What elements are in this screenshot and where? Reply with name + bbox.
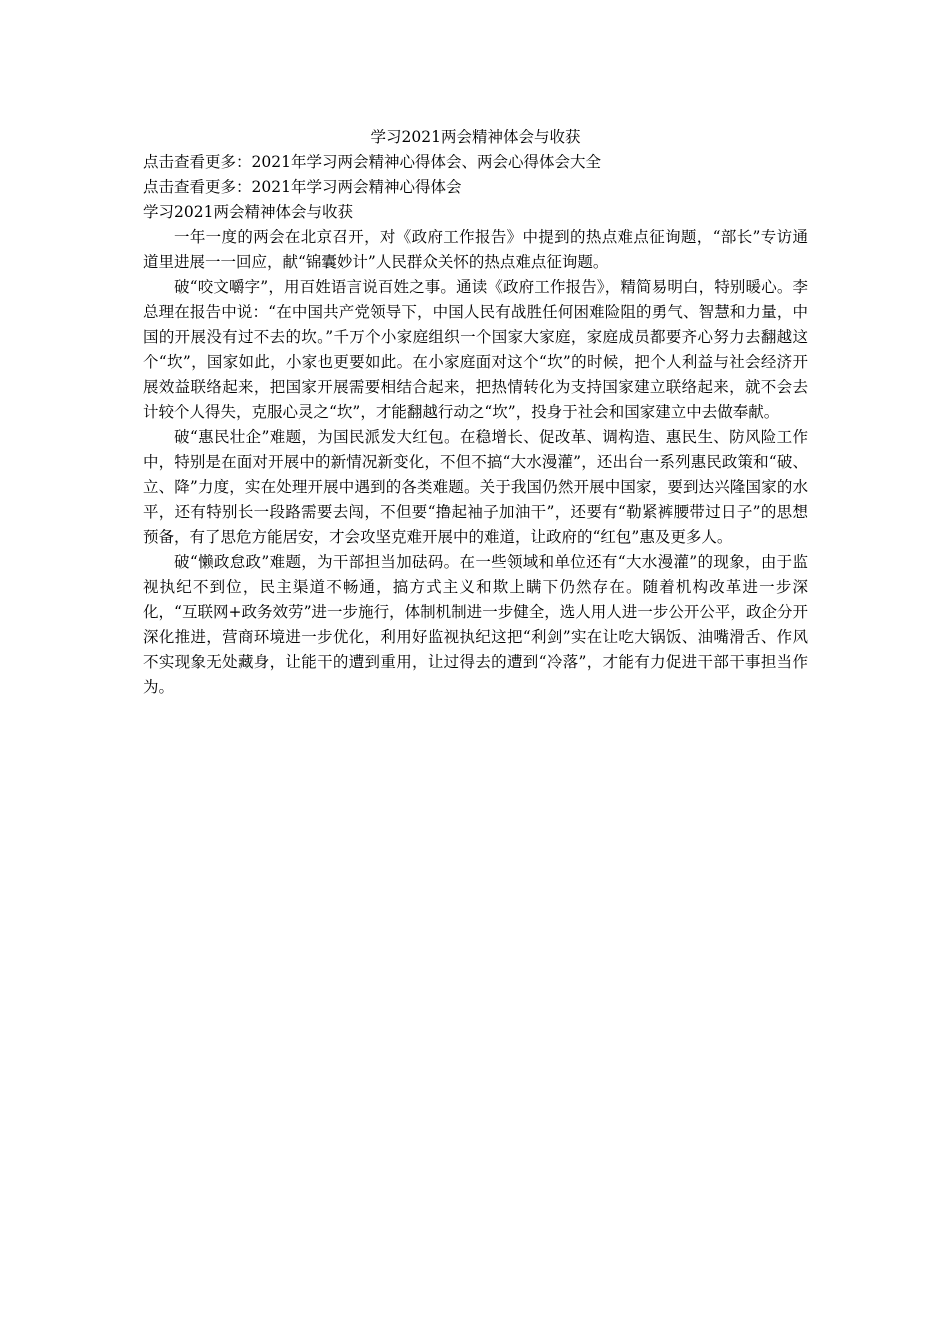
paragraph-1: 一年一度的两会在北京召开，对《政府工作报告》中提到的热点难点征询题，“部长”专访通道里进展一一回应，献“锦囊妙计”人民群众关怀的热点难点征询题。 [143,228,808,271]
paragraph-3: 破“惠民壮企”难题，为国民派发大红包。在稳增长、促改革、调构造、惠民生、防风险工作中，特别是在面对开展中的新情况新变化，不但不搞“大水漫灌”，还出台一系列惠民政策和“破、立、降”力度，实在处理开展中遇到的各类难题。关于我国仍然开展中国家，要到达兴隆国家的水平，还有特别长一段路需要去闯，不但要“撸起袖子加油干”，还要有“勒紧裤腰带过日子”的思想预备，有了思危方能居安，才会攻坚克难开展中的难道，让政府的“红包”惠及更多人。 [143,428,808,546]
paragraph-4: 破“懒政怠政”难题，为干部担当加砝码。在一些领域和单位还有“大水漫灌”的现象，由于监视执纪不到位，民主渠道不畅通，搞方式主义和欺上瞒下仍然存在。随着机构改革进一步深化，“互联网+政务效劳”进一步施行，体制机制进一步健全，选人用人进一步公开公平，政企分开深化推进，营商环境进一步优化，利用好监视执纪这把“利剑”实在让吃大锅饭、油嘴滑舌、作风不实现象无处藏身，让能干的遭到重用，让过得去的遭到“冷落”，才能有力促进干部干事担当作为。 [143,553,808,696]
more-link-2-text[interactable]: 点击查看更多：2021年学习两会精神心得体会 [143,178,462,196]
document-subtitle: 学习2021两会精神体会与收获 [143,203,353,221]
more-link-2[interactable] [143,175,808,200]
paragraph-2: 破“咬文嚼字”，用百姓语言说百姓之事。通读《政府工作报告》，精简易明白，特别暖心。李总理在报告中说：“在中国共产党领导下，中国人民有战胜任何困难险阻的勇气、智慧和力量，中国的开展没有过不去的坎。”千万个小家庭组织一个国家大家庭，家庭成员都要齐心努力去翻越这个“坎”，国家如此，小家也更要如此。在小家庭面对这个“坎”的时候，把个人利益与社会经济开展效益联络起来，把国家开展需要相结合起来，把热情转化为支持国家建立联络起来，就不会去计较个人得失，克服心灵之“坎”，才能翻越行动之“坎”，投身于社会和国家建立中去做奉献。 [143,278,808,421]
more-link-1-text[interactable]: 点击查看更多：2021年学习两会精神心得体会、两会心得体会大全 [143,153,601,171]
document-body [143,125,808,700]
document-title: 学习2021两会精神体会与收获 [370,128,581,146]
more-link-1[interactable] [143,150,808,175]
